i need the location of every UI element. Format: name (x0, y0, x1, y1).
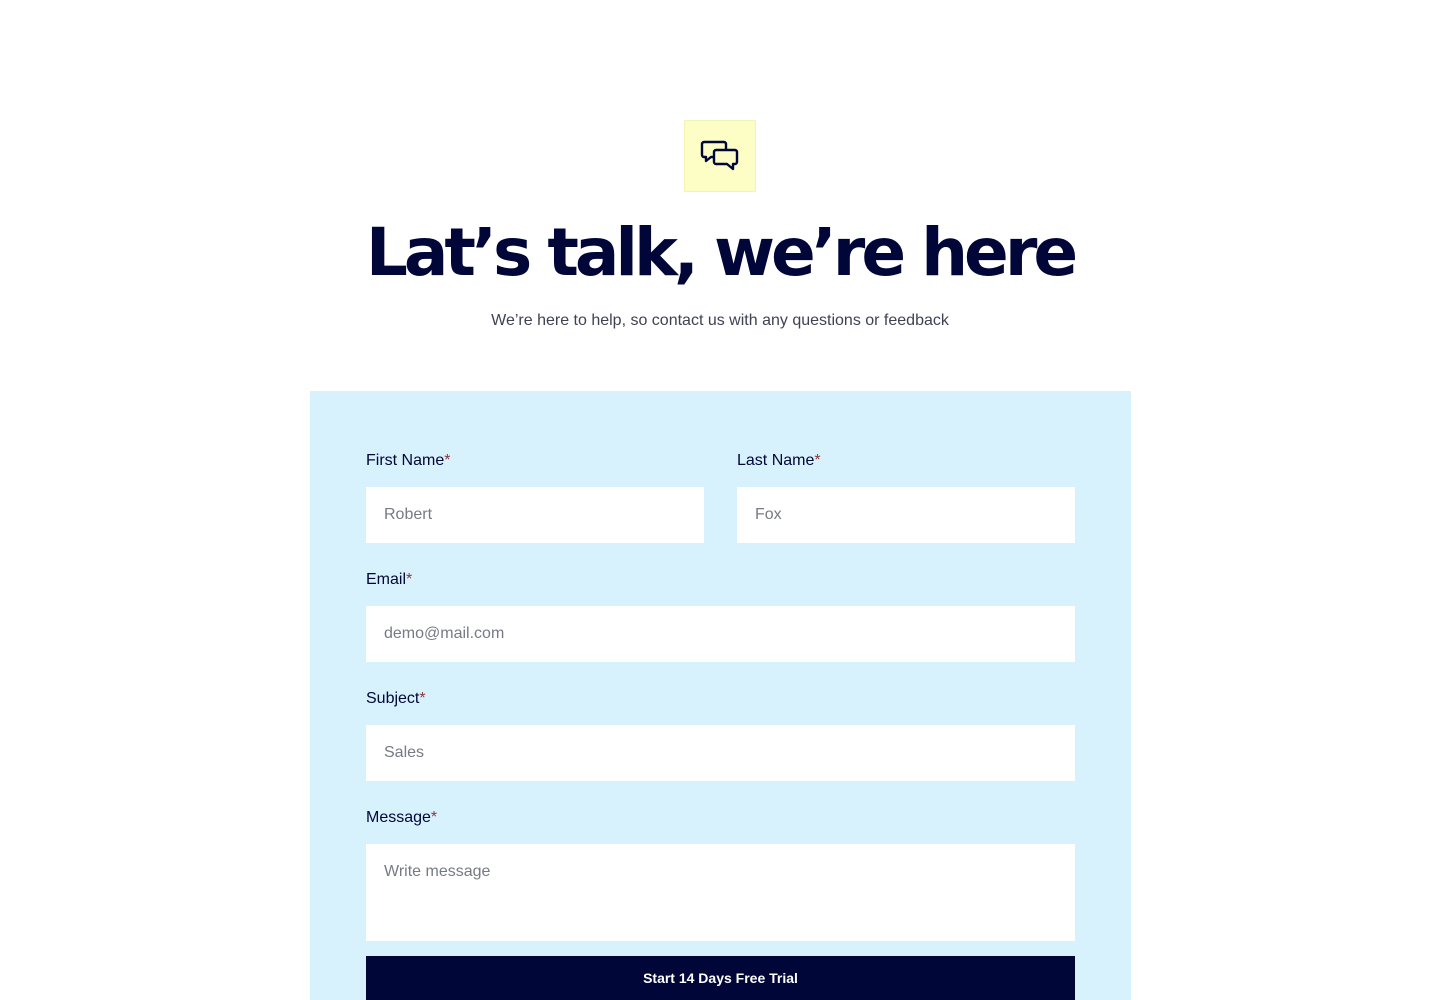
required-marker: * (444, 452, 451, 469)
email-field-group (366, 570, 1075, 662)
subject-input[interactable] (366, 725, 1075, 781)
email-label: Email* (366, 571, 413, 588)
first-name-label: First Name* (366, 452, 451, 469)
required-marker: * (419, 690, 426, 707)
first-name-input[interactable] (366, 487, 704, 543)
start-free-trial-button[interactable]: Start 14 Days Free Trial (366, 956, 1075, 1000)
chat-icon-tile (684, 120, 756, 192)
page-title: Lat’s talk, we’re here (365, 214, 1075, 291)
subject-field-group (366, 689, 1075, 781)
message-textarea[interactable] (366, 844, 1075, 941)
required-marker: * (814, 452, 821, 469)
message-label: Message* (366, 809, 438, 826)
last-name-field-group (737, 451, 1075, 543)
last-name-label: Last Name* (737, 452, 821, 469)
subject-label: Subject* (366, 690, 426, 707)
required-marker: * (406, 571, 413, 588)
contact-form (310, 391, 1131, 1000)
message-field-group (366, 808, 1075, 941)
required-marker: * (430, 809, 438, 826)
last-name-input[interactable] (737, 487, 1075, 543)
chat-bubbles-icon (700, 136, 740, 176)
page-subtitle: We’re here to help, so contact us with any questions or feedback (491, 312, 949, 329)
email-input[interactable] (366, 606, 1075, 662)
first-name-field-group (366, 451, 704, 543)
